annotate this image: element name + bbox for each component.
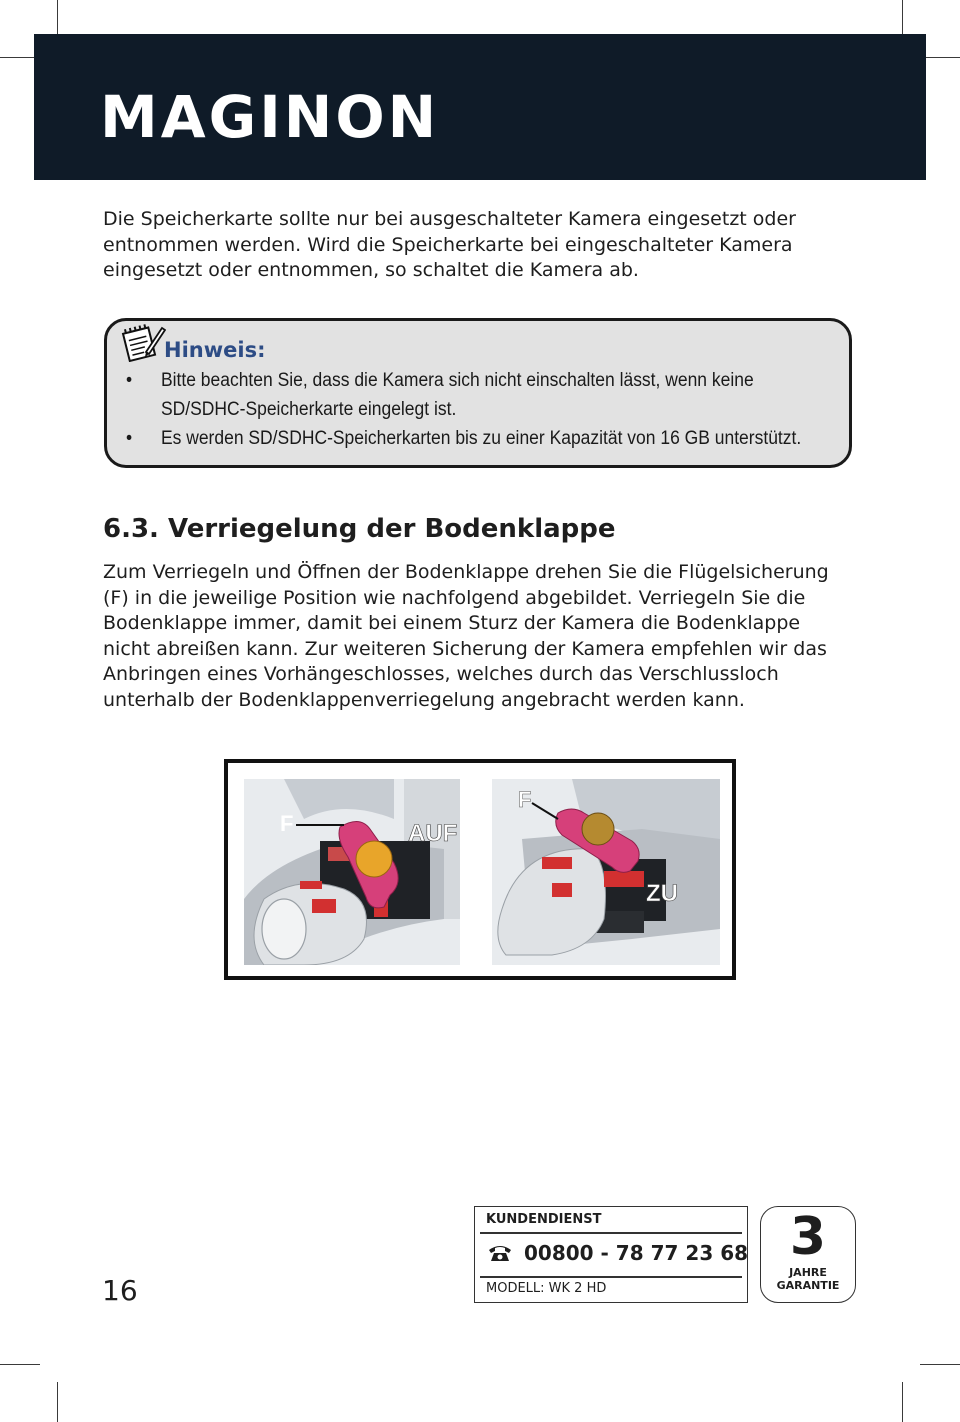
bullet: •: [126, 428, 133, 449]
brand-logo: MAGINON: [100, 83, 440, 151]
service-label: KUNDENDIENST: [486, 1212, 602, 1227]
marker-f-right: F: [518, 787, 532, 812]
note-item-text: Es werden SD/SDHC-Speicherkarten bis zu einer Kapazität von 16 GB unterstützt.: [160, 428, 802, 449]
section-title: 6.3. Verriegelung der Bodenklappe: [103, 514, 616, 544]
model-label: MODELL: WK 2 HD: [486, 1281, 607, 1296]
crop-mark: [920, 1364, 960, 1365]
latch-figure: [224, 759, 736, 980]
latch-open-illustration: [244, 779, 460, 965]
crop-mark: [902, 1382, 903, 1422]
warranty-years: 3: [789, 1207, 827, 1267]
crop-mark: [920, 57, 960, 58]
bullet: •: [126, 370, 133, 391]
intro-paragraph: Die Speicherkarte sollte nur bei ausgeschalteter Kamera eingesetzt oder entnommen werden. Wird die Speicherkarte bei eingeschalteter Kamera eingesetzt oder entnommen, so schaltet die Kamera ab.: [103, 208, 796, 281]
crop-mark: [57, 1382, 58, 1422]
warranty-line2: GARANTIE: [776, 1279, 840, 1292]
page-number: 16: [102, 1274, 138, 1307]
telephone-icon: [487, 1243, 513, 1263]
service-phone: 00800 - 78 77 23 68: [524, 1241, 749, 1265]
marker-f-left: F: [280, 811, 294, 836]
note-item: [126, 366, 842, 424]
note-item-text: Bitte beachten Sie, dass die Kamera sich nicht einschalten lässt, wenn keine SD/SDHC-Speicherkarte eingelegt ist.: [160, 370, 754, 420]
section-body: Zum Verriegeln und Öffnen der Bodenklappe drehen Sie die Flügelsicherung (F) in die jeweilige Position wie nachfolgend abgebildet. Verriegeln Sie die Bodenklappe immer, damit bei einem Sturz der Kamera die Bodenklappe nicht abreißen kann. Zur weiteren Sicherung der Kamera empfehlen wir das Anbringen eines Vorhängeschlosses, welches durch das Verschlussloch unterhalb der Bodenklappenverriegelung angebracht werden kann.: [103, 561, 829, 711]
warranty-line1: JAHRE: [789, 1266, 827, 1279]
crop-mark: [0, 1364, 40, 1365]
note-title: Hinweis:: [164, 338, 266, 362]
divider: [480, 1232, 742, 1234]
latch-closed-illustration: [492, 779, 720, 965]
warranty-text: [760, 1266, 856, 1292]
label-auf: AUF: [408, 820, 458, 847]
label-zu: ZU: [646, 880, 678, 907]
note-item: [126, 424, 842, 453]
divider: [480, 1276, 742, 1278]
notepad-pencil-icon: [120, 322, 166, 362]
note-list: [126, 366, 826, 453]
